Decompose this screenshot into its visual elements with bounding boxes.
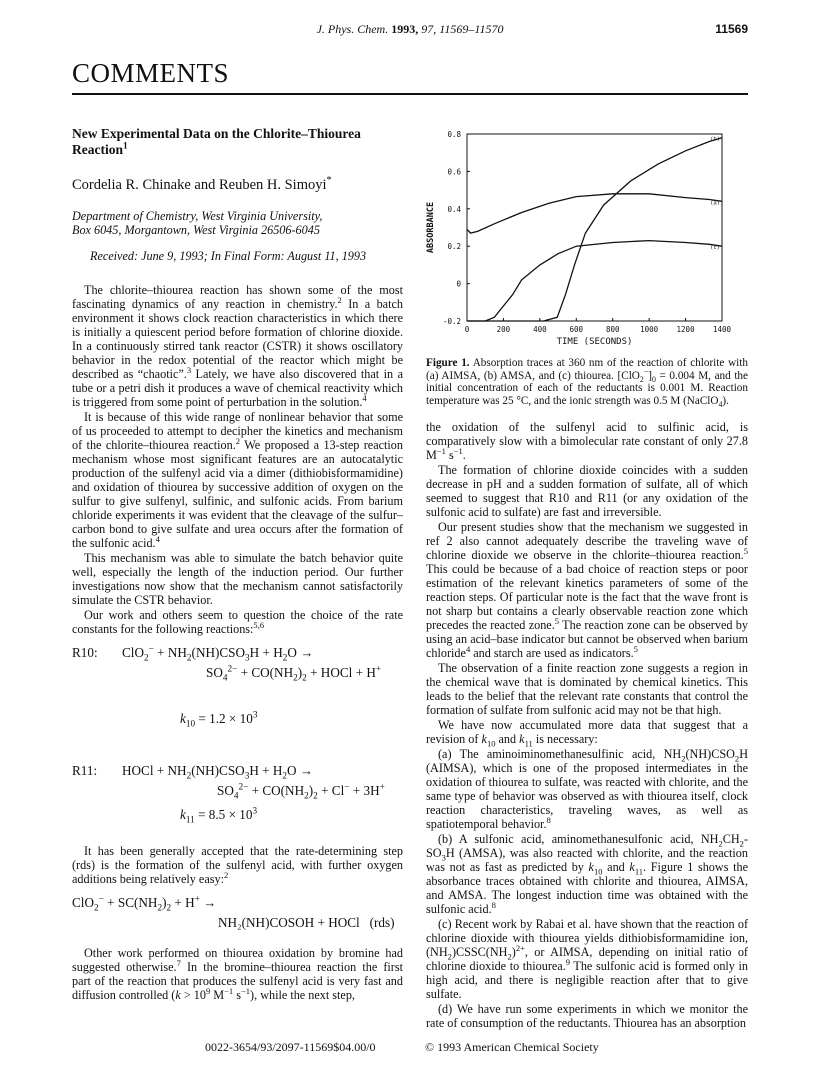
x-tick-label: 1400 [712, 325, 732, 334]
received-dates: Received: June 9, 1993; In Final Form: August 11, 1993 [90, 249, 367, 263]
article-title: New Experimental Data on the Chlorite–Thiourea Reaction$^1$ [72, 126, 361, 157]
paragraph: The formation of chlorine dioxide coincides with a sudden decrease in pH and a sudden formation of sulfate, all of which seemed to suggest that R10 and R11 (or any oxidation of the sulfonic acid to sulfate) are fast and irreversible. [426, 463, 748, 519]
x-tick-label: 200 [496, 325, 511, 334]
absorbance-chart [415, 126, 755, 358]
footer-code: 0022-3654/93/2097-11569$04.00/0 [205, 1040, 376, 1054]
y-tick-label: -0.2 [442, 317, 461, 326]
affiliation [72, 209, 372, 237]
footer-copyright: © 1993 American Chemical Society [425, 1040, 599, 1054]
r11-products: $SO_4^{2-} + CO(NH_2)_2 + Cl^- + 3H^+$ [217, 781, 385, 801]
r11-label: R11: [72, 763, 98, 778]
chart-labels [426, 130, 732, 347]
rds-reactants: $ClO_2^- + SC(NH_2)_2 + H^+$ → [72, 893, 217, 913]
paragraph: Our work and others seem to question the choice of the rate constants for the following reactions:$^{5,6}$ [72, 608, 403, 636]
k11-equation: $k_{11} = 8.5 \times 10^3$ [180, 805, 258, 825]
paragraph: (d) We have run some experiments in which we monitor the rate of consumption of the reductants. Thiourea has an absorption [426, 1002, 748, 1030]
paragraph: It has been generally accepted that the rate-determining step (rds) is the formation of the sulfenyl acid, with further oxygen additions being relatively easy:$^2$ [72, 844, 403, 886]
reaction-rds [72, 893, 403, 940]
k10-equation: $k_{10} = 1.2 \times 10^3$ [180, 709, 258, 729]
paragraph: (a) The aminoiminomethanesulfinic acid, $NH_2(NH)CSO_2H$ (AIMSA), which is one of the proposed intermediates in the oxidation of thiourea to sulfate, was reacted with chlorite, and the same type of behavior was observed as with thiourea itself, clock reaction characteristics, traveling waves, as well as spatiotemporal behavior.$^8$ [426, 747, 748, 831]
section-heading: COMMENTS [72, 58, 230, 88]
x-tick-label: 600 [569, 325, 584, 334]
series-line [467, 241, 722, 321]
paragraph: This mechanism was able to simulate the batch behavior quite well, especially the length of the induction period. Our further investigations now show that the mechanism cannot satisfactorily simulate the CSTR behavior. [72, 551, 403, 607]
plot-frame [467, 134, 722, 321]
journal-volume-pages: 97, 11569–11570 [421, 22, 504, 36]
article-authors: Cordelia R. Chinake and Reuben H. Simoyi* [72, 175, 332, 193]
paragraph: We have now accumulated more data that suggest that a revision of $k_{10}$ and $k_{11}$ is necessary: [426, 718, 748, 749]
y-tick-label: 0.2 [447, 242, 461, 252]
paragraph: It is because of this wide range of nonlinear behavior that some of us proceeded to attempt to decipher the kinetics and mechanism of the chlorite–thiourea reaction.$^2$ We proposed a 13-step reaction mechanism whose most significant features are an autocatalytic production of the sulfenyl acid via a dimer (dithiobisformamidine) and oxidation of thiourea by successive addition of oxygen on the sulfur to give sulfenyl, sulfinic, and sulfonic acids. From barium chloride experiments it was evident that the cleavage of the sulfur–carbon bond to give sulfate and urea occurs after the formation of the sulfonic acid.$^4$ [72, 410, 403, 550]
rds-products: NH₂(NH)COSOH + HOCl (rds) [218, 915, 395, 930]
paragraph: Our present studies show that the mechanism we suggested in ref 2 also cannot adequately describe the traveling wave of chlorine dioxide we observe in the chlorite–thiourea reaction.$^5$ This could be because of a bad choice of reaction steps or poor estimation of the relevant kinetics parameters of some of the reaction steps. Of particular note is the fact that the wave front is not sharp but contains a clearly observable reaction zone which precedes the reacted zone.$^5$ The reaction zone can be observed by using an acid–base indicator but cannot be observed when barium chloride$^4$ and starch are used as indicators.$^5$ [426, 520, 748, 660]
affiliation-line: Department of Chemistry, West Virginia University, [72, 209, 323, 223]
chart-series [467, 138, 722, 321]
series-label: (c) [710, 245, 720, 252]
paragraph: The chlorite–thiourea reaction has shown some of the most fascinating dynamics of any reaction in chemistry.$^2$ In a batch environment it shows clock reaction characteristics in which there is initially a quiescent period before formation of chlorine dioxide. In a continuously stirred tank reactor (CSTR) it shows oscillatory behavior in the redox potential of the reactor which might be described as “chaotic”.$^3$ Lately, we have also discovered that in a tube or a petri dish it produces a wave of chemical reactivity which is triggered from some point of perturbation in the solution.$^4$ [72, 283, 403, 409]
x-tick-label: 400 [533, 325, 547, 334]
paragraph: Other work performed on thiourea oxidation by bromine had suggested otherwise.$^7$ In the bromine–thiourea reaction the first part of the reaction that produces the sulfenyl acid is very fast and diffusion controlled ($k > 10^9$ $M^{-1}$ $s^{-1}$), while the next step, [72, 946, 403, 1002]
paragraph: (c) Recent work by Rabai et al. have shown that the reaction of chlorine dioxide with thiourea yields dithiobisformamidine ion, $(NH_2)CSSC(NH_2)^{2+}$, or AIMSA, depending on initial ratio of chlorine dioxide to thiourea.$^9$ The sulfonic acid is formed only in high acid, and there is negligible reaction after that to give sulfate. [426, 917, 748, 1001]
r10-reactants: $ClO_2^- + NH_2(NH)CSO_3H + H_2O$ → [122, 643, 314, 663]
affiliation-line: Box 6045, Morgantown, West Virginia 26506-6045 [72, 223, 320, 237]
y-tick-label: 0 [456, 279, 461, 289]
r10-label: R10: [72, 645, 98, 660]
x-tick-label: 1200 [676, 325, 695, 334]
right-column [426, 420, 748, 1031]
series-label: (b) [710, 136, 720, 143]
page-number: 11569 [715, 22, 748, 36]
y-tick-label: 0.6 [447, 167, 461, 177]
series-line [467, 194, 722, 233]
x-tick-label: 0 [464, 325, 470, 334]
figure-caption: Figure 1. Absorption traces at 360 nm of the reaction of chlorite with (a) AIMSA, (b) AMSA, and (c) thiourea. $[ClO_2^-]_0 = 0.004$ M, and the initial concentration of each of the reductants is 0.001 M. Reaction temperature was 25 °C, and the ionic strength was 0.5 M (NaClO$_4$). [426, 357, 748, 410]
r10-products: $SO_4^{2-} + CO(NH_2)_2$ + HOCl + H+ [206, 663, 382, 683]
y-axis-label: ABSORBANCE [426, 201, 436, 254]
y-tick-label: 0.8 [447, 130, 461, 139]
paragraph: The observation of a finite reaction zone suggests a region in the chemical wave that is dominated by chemical kinetics. This leads to the belief that the relevant rate constants that control the formation of sulfate from sulfonic acid may not be that high. [426, 661, 748, 717]
reaction-r11 [72, 764, 403, 808]
journal-year: 1993, [391, 22, 419, 36]
series-label: (a) [710, 200, 720, 207]
y-tick-label: 0.4 [447, 204, 461, 214]
journal-name: J. Phys. Chem. [316, 22, 389, 36]
x-tick-label: 1000 [640, 325, 659, 334]
left-column [72, 283, 403, 1003]
r11-reactants: HOCl + $NH_2(NH)CSO_3H + H_2O$ → [122, 763, 314, 781]
journal-citation [0, 22, 820, 37]
chart-axes [467, 134, 722, 321]
paragraph: the oxidation of the sulfenyl acid to sulfinic acid, is comparatively slow with a bimolecular rate constant of only 27.8 $M^{-1}$ $s^{-1}$. [426, 420, 748, 462]
paragraph: (b) A sulfonic acid, aminomethanesulfonic acid, $NH_2CH_2-SO_3H$ (AMSA), was also reacted with chlorite, and the reaction was not as fast as predicted by $k_{10}$ and $k_{11}$. Figure 1 shows the absorbance traces obtained with chlorite and thiourea, AIMSA, and AMSA. The longest induction time was obtained with the sulfonic acid.$^8$ [426, 832, 748, 916]
section-rule [72, 93, 748, 95]
x-axis-label: TIME (SECONDS) [556, 337, 633, 347]
x-tick-label: 800 [605, 325, 620, 334]
series-line [467, 138, 722, 321]
reaction-r10 [72, 643, 403, 712]
